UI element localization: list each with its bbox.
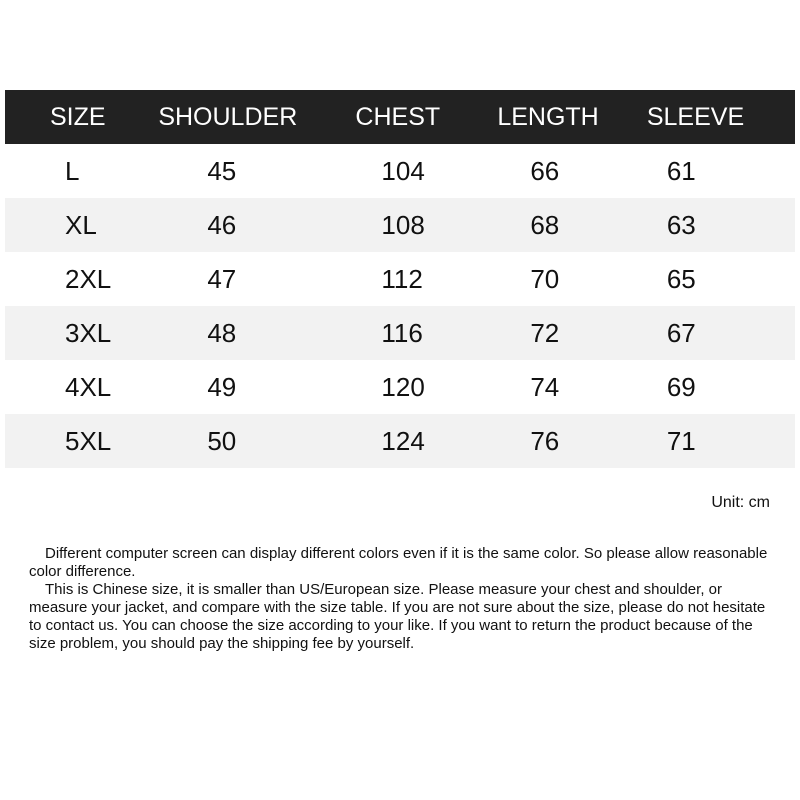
unit-label: Unit: cm xyxy=(711,494,770,511)
table-row xyxy=(5,414,795,468)
cell-sleeve: 69 xyxy=(634,360,795,414)
cell-chest: 104 xyxy=(342,144,488,198)
cell-shoulder: 47 xyxy=(152,252,342,306)
cell-size: 4XL xyxy=(5,360,152,414)
table-row xyxy=(5,360,795,414)
cell-size: XL xyxy=(5,198,152,252)
size-chart-table xyxy=(5,90,795,468)
table-row xyxy=(5,144,795,198)
header-chest: CHEST xyxy=(342,90,488,144)
cell-shoulder: 48 xyxy=(152,306,342,360)
note-color-difference: Different computer screen can display different colors even if it is the same color. So please allow reasonable color difference. xyxy=(29,545,768,580)
header-length: LENGTH xyxy=(488,90,634,144)
cell-chest: 124 xyxy=(342,414,488,468)
header-size: SIZE xyxy=(5,90,152,144)
table-row xyxy=(5,198,795,252)
cell-size: L xyxy=(5,144,152,198)
table-row xyxy=(5,306,795,360)
cell-shoulder: 50 xyxy=(152,414,342,468)
cell-sleeve: 63 xyxy=(634,198,795,252)
cell-length: 68 xyxy=(488,198,634,252)
cell-shoulder: 46 xyxy=(152,198,342,252)
cell-chest: 116 xyxy=(342,306,488,360)
table-row xyxy=(5,252,795,306)
cell-sleeve: 67 xyxy=(634,306,795,360)
header-shoulder: SHOULDER xyxy=(152,90,342,144)
cell-length: 66 xyxy=(488,144,634,198)
table-header-row xyxy=(5,90,795,144)
cell-sleeve: 61 xyxy=(634,144,795,198)
cell-size: 3XL xyxy=(5,306,152,360)
cell-size: 2XL xyxy=(5,252,152,306)
cell-length: 76 xyxy=(488,414,634,468)
cell-chest: 108 xyxy=(342,198,488,252)
cell-sleeve: 65 xyxy=(634,252,795,306)
cell-chest: 112 xyxy=(342,252,488,306)
header-sleeve: SLEEVE xyxy=(634,90,795,144)
cell-shoulder: 49 xyxy=(152,360,342,414)
cell-length: 70 xyxy=(488,252,634,306)
cell-length: 74 xyxy=(488,360,634,414)
cell-chest: 120 xyxy=(342,360,488,414)
cell-sleeve: 71 xyxy=(634,414,795,468)
note-size-guidance: This is Chinese size, it is smaller than US/European size. Please measure your chest and shoulder, or measure your jacket, and compare with the size table. If you are not sure about the size, please do not hesitate to contact us. You can choose the size according to your like. If you want to return the product because of the size problem, you should pay the shipping fee by yourself. xyxy=(29,581,766,652)
cell-size: 5XL xyxy=(5,414,152,468)
cell-shoulder: 45 xyxy=(152,144,342,198)
cell-length: 72 xyxy=(488,306,634,360)
size-notes xyxy=(29,545,779,653)
